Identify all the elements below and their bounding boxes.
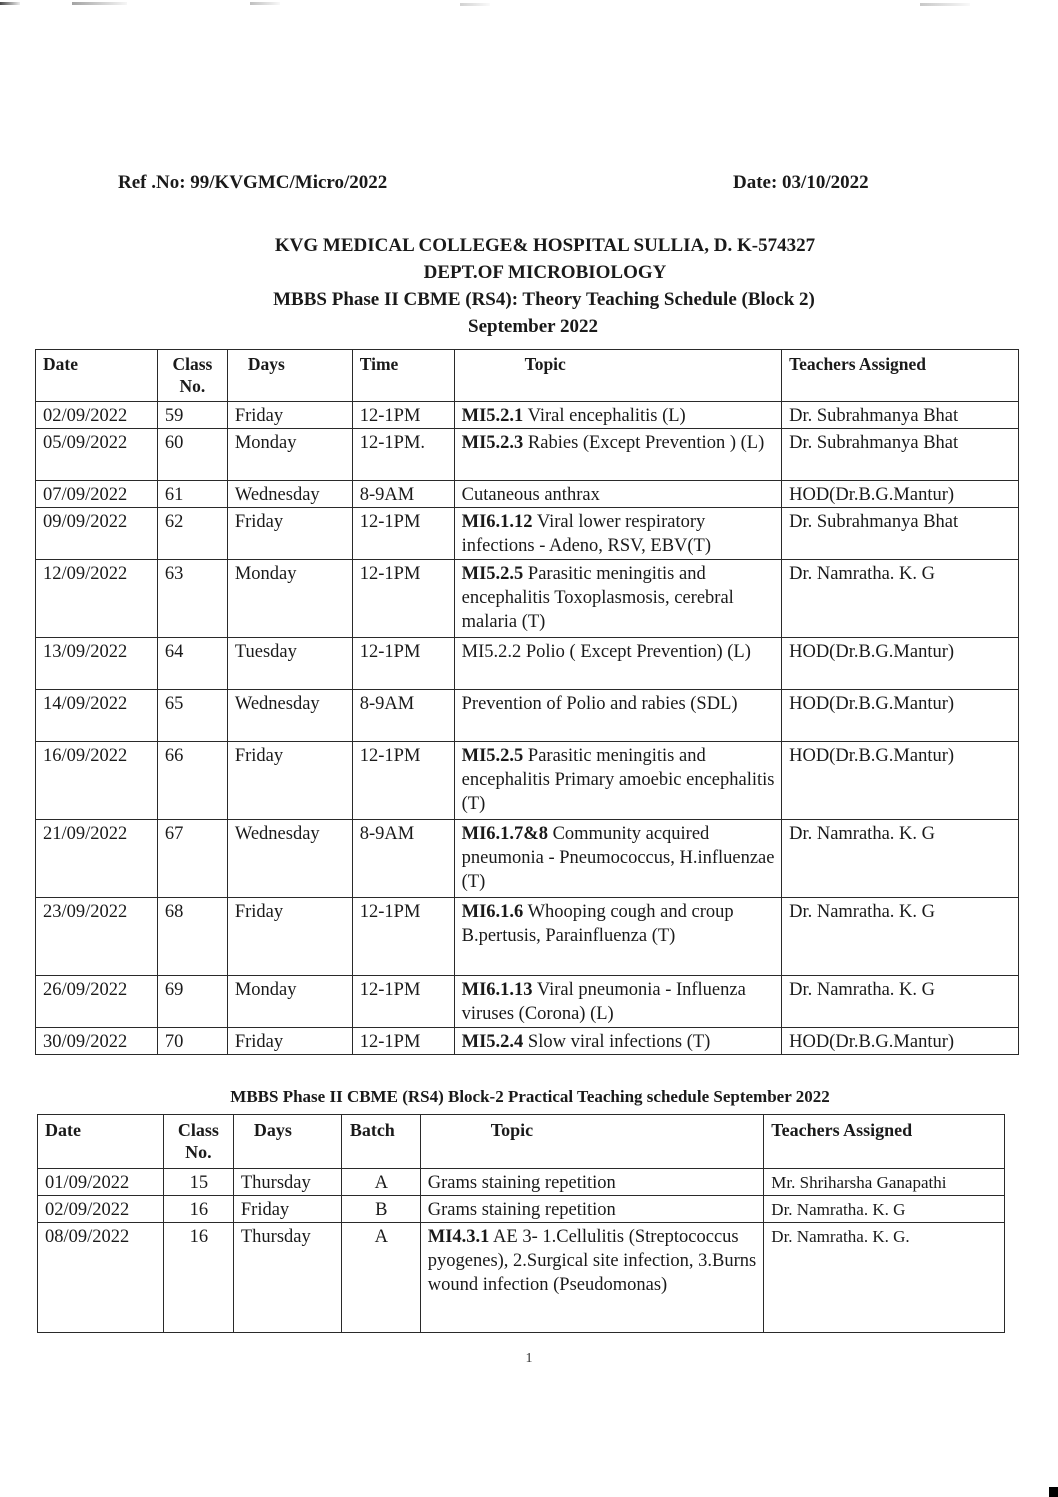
teacher-cell: HOD(Dr.B.G.Mantur) — [782, 742, 1019, 820]
topic-text: Whooping cough and croup B.pertusis, Parainfluenza (T) — [461, 902, 734, 946]
day-cell: Friday — [227, 898, 352, 976]
date-cell: 05/09/2022 — [36, 429, 158, 481]
day-cell: Wednesday — [227, 481, 352, 508]
topic-text: Prevention of Polio and rabies (SDL) — [461, 694, 738, 714]
teacher-cell: Dr. Namratha. K. G — [782, 898, 1019, 976]
date-cell: 26/09/2022 — [36, 976, 158, 1028]
time-cell: 12-1PM — [352, 508, 454, 560]
day-cell: Friday — [227, 508, 352, 560]
batch-cell: A — [341, 1223, 420, 1333]
class-no-cell: 62 — [157, 508, 227, 560]
day-cell: Friday — [227, 402, 352, 429]
table-row — [38, 1169, 1005, 1196]
date-cell: 09/09/2022 — [36, 508, 158, 560]
schedule-month: September 2022 — [468, 316, 598, 337]
table-row — [36, 976, 1019, 1028]
column-header-batch: Batch — [341, 1115, 420, 1169]
competency-code: MI5.2.1 — [461, 406, 524, 426]
practical-schedule-table — [37, 1114, 1005, 1333]
class-no-cell: 61 — [157, 481, 227, 508]
time-cell: 12-1PM — [352, 638, 454, 690]
topic-text: Community acquired pneumonia - Pneumococcus, H.influenzae (T) — [461, 824, 775, 892]
topic-cell — [454, 429, 781, 481]
date-cell: 23/09/2022 — [36, 898, 158, 976]
column-header-teachers: Teachers Assigned — [764, 1115, 1005, 1169]
table-row — [38, 1196, 1005, 1223]
day-cell: Monday — [227, 560, 352, 638]
batch-cell: A — [341, 1169, 420, 1196]
teacher-cell: Dr. Subrahmanya Bhat — [782, 402, 1019, 429]
scan-edge-mark — [920, 3, 970, 6]
column-header-class-no: Class No. — [157, 350, 227, 402]
topic-text: MI5.2.2 Polio ( Except Prevention) (L) — [461, 642, 751, 662]
time-cell: 12-1PM — [352, 742, 454, 820]
competency-code: MI5.2.3 — [461, 433, 524, 453]
table-row — [36, 820, 1019, 898]
topic-cell — [420, 1196, 764, 1223]
time-cell: 12-1PM — [352, 560, 454, 638]
column-header-teachers: Teachers Assigned — [782, 350, 1019, 402]
competency-code: MI4.3.1 — [427, 1227, 490, 1247]
date-cell: 08/09/2022 — [38, 1223, 164, 1333]
competency-code: MI5.2.5 — [461, 564, 524, 584]
teacher-cell: Dr. Namratha. K. G — [764, 1196, 1005, 1223]
topic-cell — [454, 742, 781, 820]
class-no-cell: 60 — [157, 429, 227, 481]
column-header-days: Days — [227, 350, 352, 402]
document-date: Date: 03/10/2022 — [733, 172, 869, 193]
table-header-row — [38, 1115, 1005, 1169]
department-name: DEPT.OF MICROBIOLOGY — [423, 262, 667, 283]
topic-text: Grams staining repetition — [427, 1200, 616, 1220]
class-no-cell: 69 — [157, 976, 227, 1028]
column-header-class-no: Class No. — [163, 1115, 233, 1169]
practical-schedule-title: MBBS Phase II CBME (RS4) Block-2 Practical Teaching schedule September 2022 — [230, 1087, 830, 1106]
topic-text: Viral encephalitis (L) — [523, 406, 686, 426]
date-cell: 16/09/2022 — [36, 742, 158, 820]
topic-text: Viral pneumonia - Influenza viruses (Corona) (L) — [461, 980, 746, 1024]
day-cell: Wednesday — [227, 820, 352, 898]
column-header-days: Days — [233, 1115, 341, 1169]
time-cell: 12-1PM — [352, 898, 454, 976]
class-no-cell: 66 — [157, 742, 227, 820]
table-row — [36, 898, 1019, 976]
scan-corner-mark — [1049, 1487, 1058, 1497]
teacher-cell: HOD(Dr.B.G.Mantur) — [782, 1028, 1019, 1055]
date-cell: 02/09/2022 — [38, 1196, 164, 1223]
topic-cell — [454, 690, 781, 742]
teacher-cell: HOD(Dr.B.G.Mantur) — [782, 638, 1019, 690]
table-row — [36, 742, 1019, 820]
batch-cell: B — [341, 1196, 420, 1223]
competency-code: MI6.1.12 — [461, 512, 533, 532]
topic-cell — [454, 481, 781, 508]
table-row — [36, 402, 1019, 429]
column-header-time: Time — [352, 350, 454, 402]
teacher-cell: Dr. Namratha. K. G — [782, 560, 1019, 638]
table-header-row — [36, 350, 1019, 402]
teacher-cell: HOD(Dr.B.G.Mantur) — [782, 690, 1019, 742]
scan-edge-mark — [72, 2, 127, 5]
scan-edge-mark — [460, 3, 490, 6]
class-no-cell: 70 — [157, 1028, 227, 1055]
day-cell: Monday — [227, 429, 352, 481]
teacher-cell: Mr. Shriharsha Ganapathi — [764, 1169, 1005, 1196]
topic-text: Parasitic meningitis and encephalitis Toxoplasmosis, cerebral malaria (T) — [461, 564, 734, 632]
competency-code: MI6.1.7&8 — [461, 824, 548, 844]
date-cell: 21/09/2022 — [36, 820, 158, 898]
teacher-cell: Dr. Subrahmanya Bhat — [782, 508, 1019, 560]
topic-cell — [454, 402, 781, 429]
topic-text: Grams staining repetition — [427, 1173, 616, 1193]
day-cell: Thursday — [233, 1223, 341, 1333]
topic-cell — [454, 898, 781, 976]
time-cell: 8-9AM — [352, 690, 454, 742]
day-cell: Monday — [227, 976, 352, 1028]
teacher-cell: Dr. Namratha. K. G. — [764, 1223, 1005, 1333]
time-cell: 12-1PM — [352, 402, 454, 429]
theory-schedule-table — [35, 349, 1019, 1055]
topic-cell — [454, 820, 781, 898]
column-header-topic: Topic — [454, 350, 781, 402]
topic-text: AE 3- 1.Cellulitis (Streptococcus pyogenes), 2.Surgical site infection, 3.Burns wound infection (Pseudomonas) — [427, 1227, 757, 1295]
teacher-cell: Dr. Namratha. K. G — [782, 820, 1019, 898]
class-no-cell: 63 — [157, 560, 227, 638]
competency-code: MI5.2.5 — [461, 746, 524, 766]
date-cell: 30/09/2022 — [36, 1028, 158, 1055]
topic-text: Viral lower respiratory infections - Adeno, RSV, EBV(T) — [461, 512, 712, 556]
topic-cell — [420, 1169, 764, 1196]
topic-text: Parasitic meningitis and encephalitis Primary amoebic encephalitis (T) — [461, 746, 775, 814]
schedule-title: MBBS Phase II CBME (RS4): Theory Teaching Schedule (Block 2) — [273, 289, 815, 310]
date-cell: 02/09/2022 — [36, 402, 158, 429]
teacher-cell: HOD(Dr.B.G.Mantur) — [782, 481, 1019, 508]
time-cell: 12-1PM. — [352, 429, 454, 481]
class-no-cell: 67 — [157, 820, 227, 898]
topic-cell — [454, 560, 781, 638]
competency-code: MI6.1.13 — [461, 980, 533, 1000]
time-cell: 12-1PM — [352, 1028, 454, 1055]
day-cell: Friday — [227, 1028, 352, 1055]
column-header-date: Date — [38, 1115, 164, 1169]
column-header-topic: Topic — [420, 1115, 764, 1169]
topic-cell — [420, 1223, 764, 1333]
day-cell: Friday — [233, 1196, 341, 1223]
day-cell: Thursday — [233, 1169, 341, 1196]
teacher-cell: Dr. Subrahmanya Bhat — [782, 429, 1019, 481]
table-row — [38, 1223, 1005, 1333]
topic-cell — [454, 976, 781, 1028]
topic-cell — [454, 1028, 781, 1055]
class-no-cell: 16 — [163, 1196, 233, 1223]
table-row — [36, 429, 1019, 481]
class-no-cell: 16 — [163, 1223, 233, 1333]
day-cell: Friday — [227, 742, 352, 820]
teacher-cell: Dr. Namratha. K. G — [782, 976, 1019, 1028]
date-cell: 12/09/2022 — [36, 560, 158, 638]
class-no-cell: 68 — [157, 898, 227, 976]
table-row — [36, 481, 1019, 508]
page-number: 1 — [525, 1351, 533, 1366]
scan-edge-mark — [0, 2, 20, 5]
date-cell: 01/09/2022 — [38, 1169, 164, 1196]
date-cell: 14/09/2022 — [36, 690, 158, 742]
institution-name: KVG MEDICAL COLLEGE& HOSPITAL SULLIA, D. K-574327 — [274, 235, 816, 256]
topic-text: Cutaneous anthrax — [461, 485, 600, 505]
date-cell: 07/09/2022 — [36, 481, 158, 508]
class-no-cell: 15 — [163, 1169, 233, 1196]
table-row — [36, 560, 1019, 638]
time-cell: 8-9AM — [352, 481, 454, 508]
topic-text: Rabies (Except Prevention ) (L) — [523, 433, 765, 453]
time-cell: 12-1PM — [352, 976, 454, 1028]
table-row — [36, 508, 1019, 560]
reference-number: Ref .No: 99/KVGMC/Micro/2022 — [118, 172, 388, 193]
document-title-block — [0, 232, 1058, 340]
competency-code: MI6.1.6 — [461, 902, 524, 922]
class-no-cell: 65 — [157, 690, 227, 742]
table-row — [36, 1028, 1019, 1055]
competency-code: MI5.2.4 — [461, 1032, 524, 1052]
topic-cell — [454, 508, 781, 560]
day-cell: Wednesday — [227, 690, 352, 742]
class-no-cell: 59 — [157, 402, 227, 429]
column-header-date: Date — [36, 350, 158, 402]
scan-edge-mark — [250, 2, 280, 5]
topic-text: Slow viral infections (T) — [523, 1032, 711, 1052]
day-cell: Tuesday — [227, 638, 352, 690]
class-no-cell: 64 — [157, 638, 227, 690]
table-row — [36, 638, 1019, 690]
time-cell: 8-9AM — [352, 820, 454, 898]
table-row — [36, 690, 1019, 742]
topic-cell — [454, 638, 781, 690]
date-cell: 13/09/2022 — [36, 638, 158, 690]
